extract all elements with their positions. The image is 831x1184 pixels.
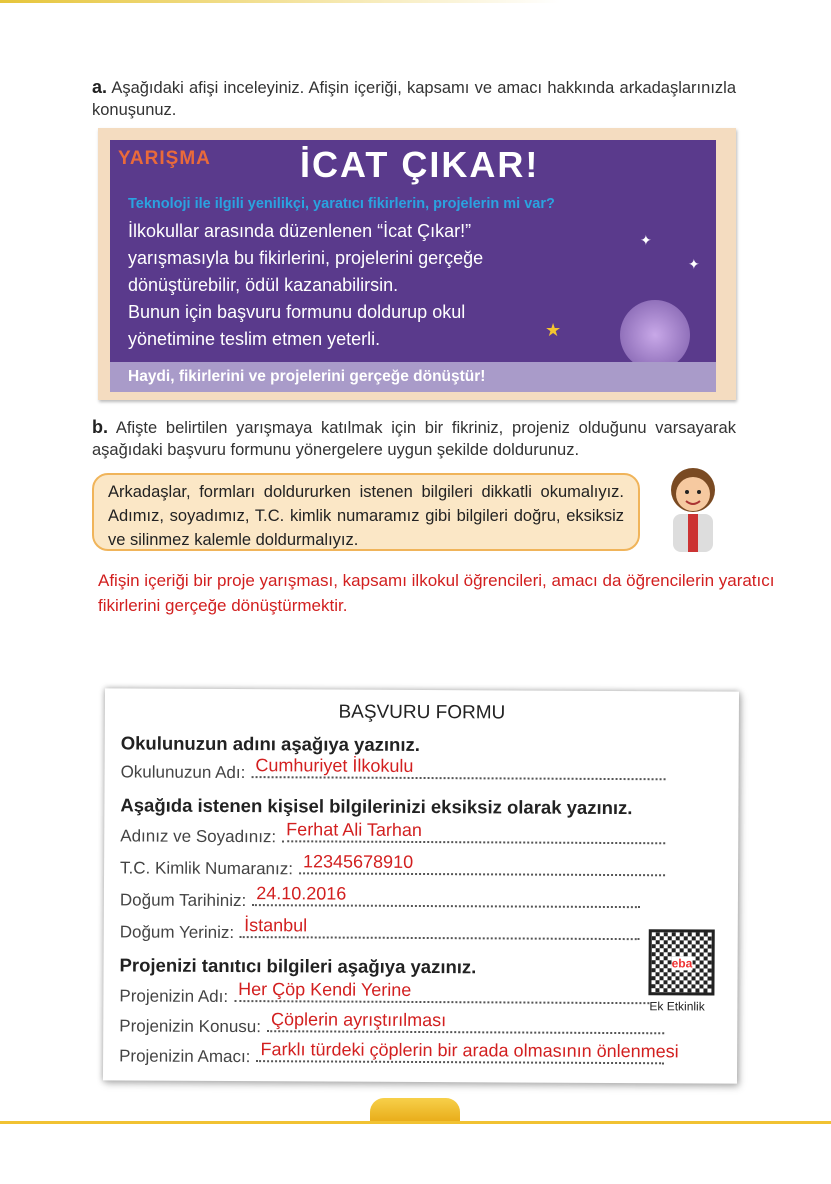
field-value[interactable]: 24.10.2016 (256, 883, 347, 904)
field-value[interactable]: Farklı türdeki çöplerin bir arada olmasının önlenmesi (260, 1039, 679, 1062)
field-value[interactable]: İstanbul (244, 915, 308, 936)
field-birth-date[interactable] (119, 883, 640, 913)
field-project-topic[interactable] (119, 1009, 664, 1039)
field-full-name[interactable] (120, 819, 665, 849)
form-heading: Okulunuzun adını aşağıya yazınız. (120, 732, 420, 755)
field-value[interactable]: Çöplerin ayrıştırılması (271, 1009, 447, 1031)
section-a-instruction (92, 76, 736, 121)
field-label: Projenizin Adı: (119, 986, 229, 1006)
field-value[interactable]: 12345678910 (302, 851, 414, 872)
section-a-text: Aşağıdaki afişi inceleyiniz. Afişin içeriği, kapsamı ve amacı hakkında arkadaşlarınızla konuşunuz. (92, 79, 736, 119)
section-b-instruction (92, 416, 736, 461)
top-rule (0, 0, 560, 3)
poster-question: Teknoloji ile ilgili yenilikçi, yaratıcı fikirlerin, projelerin mi var? (128, 196, 555, 212)
field-value[interactable]: Her Çöp Kendi Yerine (238, 979, 412, 1000)
field-school-name[interactable] (120, 755, 666, 785)
sparkle-icon: ✦ (640, 232, 652, 248)
field-label: Projenizin Amacı: (119, 1046, 251, 1067)
qr-label: Ek Etkinlik (649, 999, 705, 1014)
sparkle-icon: ✦ (688, 256, 700, 272)
poster-body (128, 218, 588, 353)
field-project-name[interactable] (119, 979, 649, 1009)
application-form (103, 688, 739, 1083)
field-label: Doğum Tarihiniz: (119, 890, 247, 911)
poster-line: dönüştürebilir, ödül kazanabilirsin. (128, 275, 399, 295)
form-title: BAŞVURU FORMU (338, 701, 506, 724)
bottom-rule (0, 1121, 831, 1124)
qr-logo: eba (671, 956, 693, 971)
poster-line: Bunun için başvuru formunu doldurup okul (128, 302, 466, 322)
section-b-text: Afişte belirtilen yarışmaya katılmak için bir fikriniz, projeniz olduğunu varsayarak aşağıdaki başvuru formunu yönergelere uygun şekilde doldurunuz. (92, 419, 736, 459)
field-label: T.C. Kimlik Numaranız: (120, 858, 294, 879)
poster-line: İlkokullar arasında düzenlenen “İcat Çıkar!” (128, 221, 472, 241)
field-label: Okulunuzun Adı: (120, 762, 246, 783)
speech-bubble: Arkadaşlar, formları doldururken istenen bilgileri dikkatli okumalıyız. Adımız, soyadımız, T.C. kimlik numaramız gibi bilgileri doğru, eksiksiz ve silinmez kalemle doldurmalıyız. (92, 473, 640, 551)
section-a-letter: a. (92, 77, 108, 97)
qr-code[interactable] (648, 929, 714, 995)
field-value[interactable]: Cumhuriyet İlkokulu (255, 755, 414, 776)
poster-line: yarışmasıyla bu fikirlerini, projelerini gerçeğe (128, 248, 484, 268)
poster-title: İCAT ÇIKAR! (300, 144, 540, 185)
field-label: Projenizin Konusu: (119, 1016, 262, 1037)
star-icon: ★ (545, 320, 562, 340)
field-id-number[interactable] (120, 851, 665, 881)
answer-text: Afişin içeriği bir proje yarışması, kapsamı ilkokul öğrencileri, amacı da öğrencilerin yaratıcı fikirlerini gerçeğe dönüştürmektir. (98, 571, 775, 615)
poster-line: yönetimine teslim etmen yeterli. (128, 329, 381, 349)
competition-poster (110, 140, 716, 392)
child-character-illustration (658, 462, 728, 552)
section-b-letter: b. (92, 417, 108, 437)
field-birth-place[interactable] (119, 915, 640, 945)
poster-tag: YARIŞMA (118, 148, 211, 169)
poster-footer: Haydi, fikirlerini ve projelerini gerçeğe dönüştür! (110, 362, 716, 392)
field-label: Doğum Yeriniz: (119, 922, 235, 943)
field-value[interactable]: Ferhat Ali Tarhan (286, 819, 423, 841)
field-label: Adınız ve Soyadınız: (120, 826, 277, 847)
field-project-purpose[interactable] (119, 1039, 679, 1069)
form-heading: Aşağıda istenen kişisel bilgilerinizi eksiksiz olarak yazınız. (120, 794, 633, 819)
flask-illustration (620, 300, 690, 370)
form-heading: Projenizi tanıtıcı bilgileri aşağıya yazınız. (119, 954, 477, 978)
